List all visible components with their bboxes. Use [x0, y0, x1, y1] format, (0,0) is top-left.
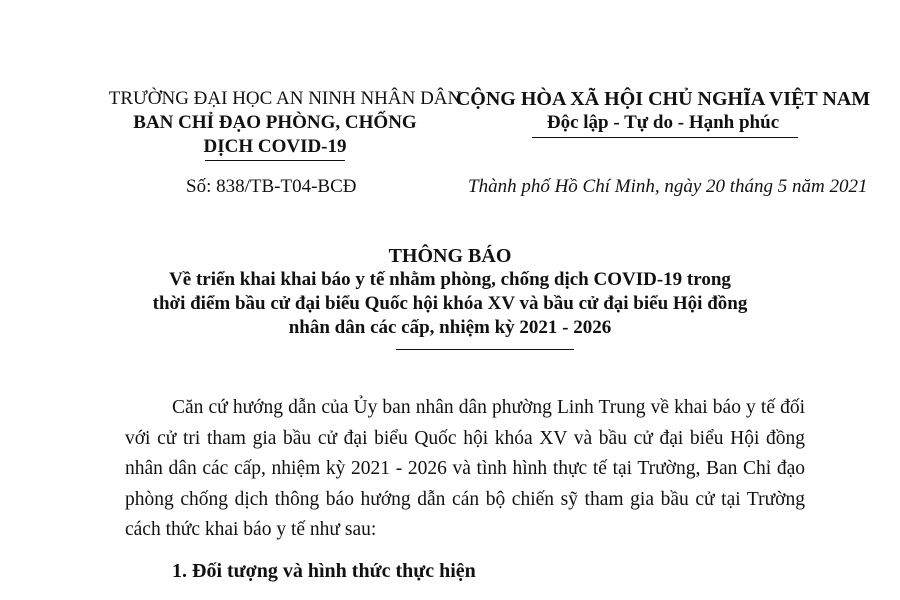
subtitle-line-3: nhân dân các cấp, nhiệm kỳ 2021 - 2026 [288, 317, 612, 338]
motto-underline [532, 137, 798, 138]
subtitle-line-1: Về triển khai khai báo y tế nhằm phòng, chống dịch COVID-19 trong [169, 269, 731, 290]
unit-underline [205, 160, 345, 161]
issuing-unit-line1: BAN CHỈ ĐẠO PHÒNG, CHỐNG [133, 112, 417, 133]
section-heading-1: 1. Đối tượng và hình thức thực hiện [172, 560, 476, 582]
subtitle-line-2: thời điểm bầu cử đại biểu Quốc hội khóa XV và bầu cử đại biểu Hội đồng [152, 293, 748, 314]
issuing-unit-line2: DỊCH COVID-19 [203, 136, 347, 157]
place-and-date: Thành phố Hồ Chí Minh, ngày 20 tháng 5 năm 2021 [468, 176, 868, 197]
document-title: THÔNG BÁO [388, 245, 512, 267]
organization-name: TRƯỜNG ĐẠI HỌC AN NINH NHÂN DÂN [108, 88, 462, 109]
national-motto: Độc lập - Tự do - Hạnh phúc [546, 112, 780, 133]
document-number: Số: 838/TB-T04-BCĐ [186, 176, 357, 197]
national-title: CỘNG HÒA XÃ HỘI CHỦ NGHĨA VIỆT NAM [455, 88, 871, 110]
title-separator [396, 349, 574, 350]
body-paragraph: Căn cứ hướng dẫn của Ủy ban nhân dân phường Linh Trung về khai báo y tế đối với cử tri tham gia bầu cử đại biểu Quốc hội khóa XV và bầu cử đại biểu Hội đồng nhân dân các cấp, nhiệm kỳ 2021 - 2026 và tình hình thực tế tại Trường, Ban Chỉ đạo phòng chống dịch thông báo hướng dẫn cán bộ chiến sỹ tham gia bầu cử tại Trường cách thức khai báo y tế như sau: [125, 397, 805, 540]
